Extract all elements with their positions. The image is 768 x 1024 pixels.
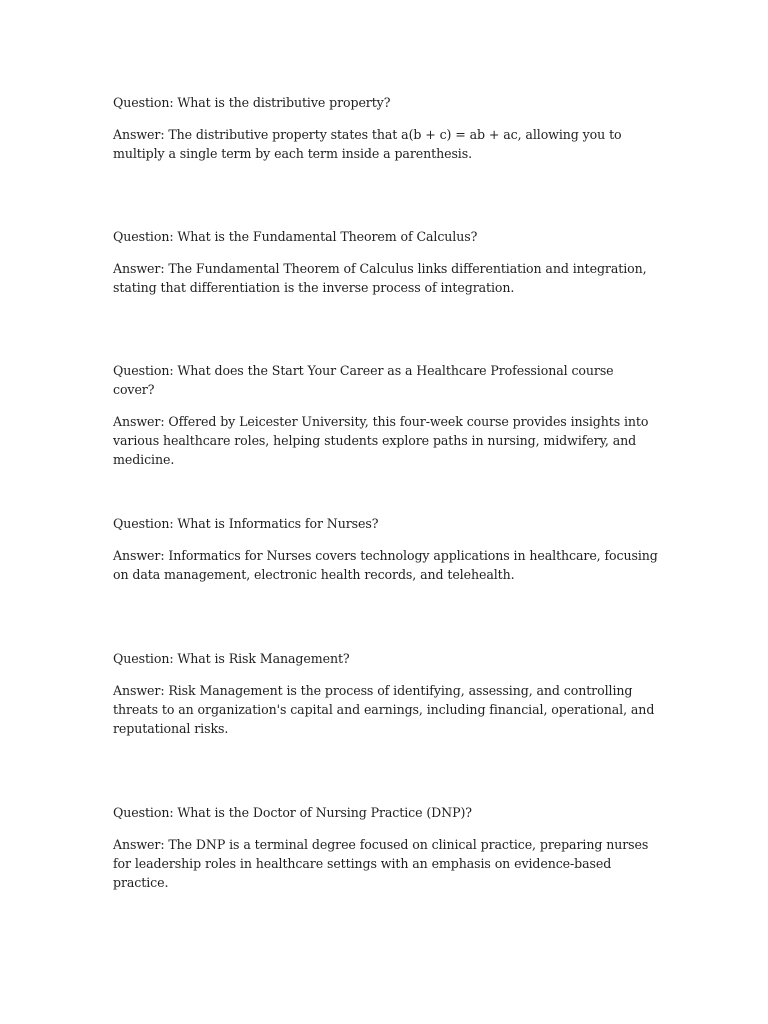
qa-item-fundamental-theorem <box>113 227 658 297</box>
answer-text: Answer: The distributive property states that a(b + c) = ab + ac, allowing you to multiply a single term by each term inside a parenthesis. <box>113 127 622 161</box>
answer-text: Answer: Informatics for Nurses covers technology applications in healthcare, focusing on data management, electronic health records, and telehealth. <box>113 548 658 582</box>
answer-text: Answer: Offered by Leicester University, this four-week course provides insights into various healthcare roles, helping students explore paths in nursing, midwifery, and medicine. <box>113 414 649 467</box>
answer-text: Answer: The Fundamental Theorem of Calculus links differentiation and integration, stating that differentiation is the inverse process of integration. <box>113 261 647 295</box>
qa-item-dnp <box>113 803 658 892</box>
question-text: Question: What is the Fundamental Theorem of Calculus? <box>113 229 478 244</box>
question-text: Question: What does the Start Your Career as a Healthcare Professional course cover? <box>113 363 614 397</box>
qa-item-healthcare-course <box>113 361 658 469</box>
answer-text: Answer: The DNP is a terminal degree focused on clinical practice, preparing nurses for leadership roles in healthcare settings with an emphasis on evidence-based practice. <box>113 837 649 890</box>
answer-text: Answer: Risk Management is the process of identifying, assessing, and controlling threats to an organization's capital and earnings, including financial, operational, and reputational risks. <box>113 683 655 736</box>
question-text: Question: What is the Doctor of Nursing Practice (DNP)? <box>113 805 472 820</box>
qa-item-distributive-property <box>113 93 658 163</box>
qa-item-informatics <box>113 514 658 584</box>
question-text: Question: What is Informatics for Nurses? <box>113 516 379 531</box>
question-text: Question: What is Risk Management? <box>113 651 350 666</box>
qa-item-risk-management <box>113 649 658 738</box>
question-text: Question: What is the distributive property? <box>113 95 391 110</box>
